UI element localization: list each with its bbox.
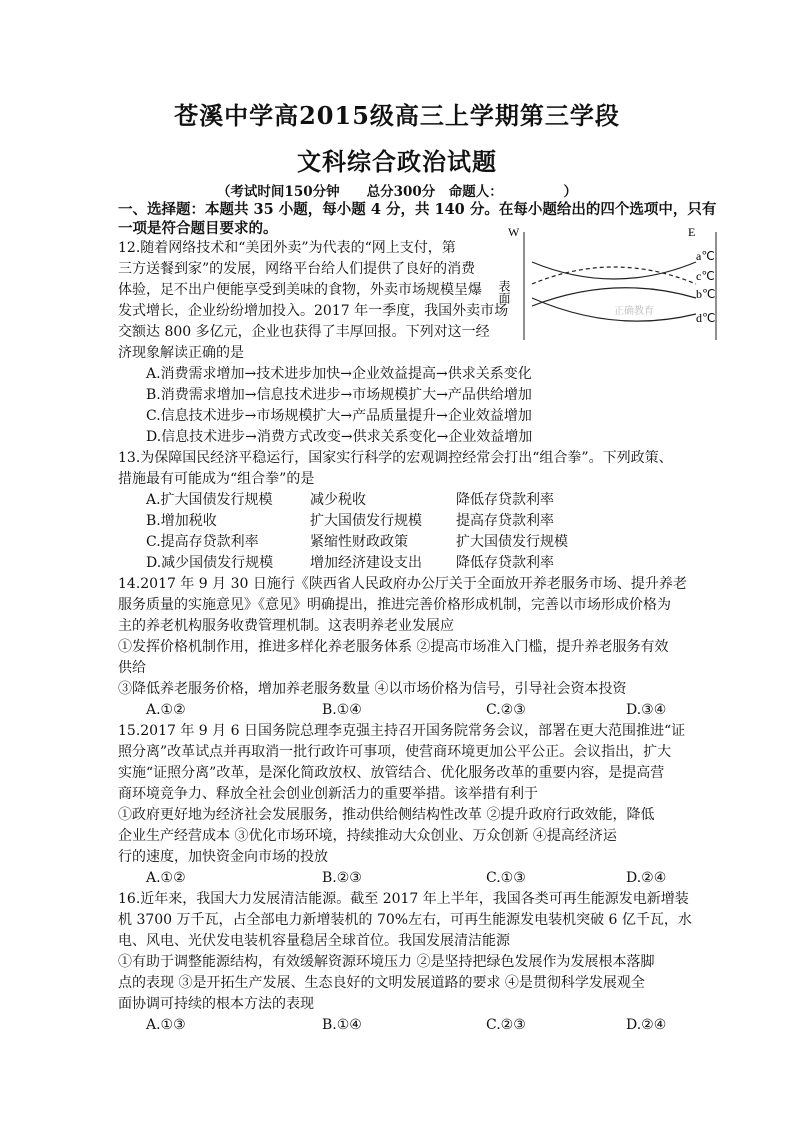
q16-choice-b: B.①④: [322, 1017, 362, 1033]
curve-c: [532, 267, 696, 284]
q12-option-c: C.信息技术进步→市场规模扩大→产品质量提升→企业效益增加: [146, 408, 532, 424]
label-b: b℃: [696, 287, 716, 301]
section-heading-cont: 一项是符合题目要求的。: [118, 220, 278, 237]
q16-line: 16.近年来，我国大力发展清洁能源。截至 2017 年上半年，我国各类可再生能源发电新增装: [118, 891, 689, 907]
west-label: W: [508, 225, 520, 239]
q13-option-b: B.增加税收: [146, 513, 217, 529]
q15-choice-a: A.①②: [146, 870, 186, 886]
q14-choice-b: B.①④: [322, 702, 362, 718]
q15-choice-c: C.①③: [486, 870, 526, 886]
q12-line: 济现象解读正确的是: [118, 345, 244, 361]
q16-line: 电、风电、光伏发电装机容量稳居全球首位。我国发展清洁能源: [118, 933, 510, 949]
q13-option-b-cell: 扩大国债发行规模: [310, 513, 422, 529]
curve-a: [532, 262, 696, 279]
q16-statement: 点的表现 ③是开拓生产发展、生态良好的文明发展道路的要求 ④是贯彻科学发展观全: [118, 975, 645, 991]
q16-choice-c: C.②③: [486, 1017, 526, 1033]
q15-line: 15.2017 年 9 月 6 日国务院总理李克强主持召开国务院常务会议，部署在更大范围推进“证: [118, 723, 686, 739]
q13-option-a-cell: 降低存贷款利率: [456, 492, 554, 508]
q16-statement: 面协调可持续的根本方法的表现: [118, 996, 314, 1012]
isotherm-diagram: [497, 222, 724, 344]
q14-choice-c: C.②③: [486, 702, 526, 718]
q12-option-d: D.信息技术进步→消费方式改变→供求关系变化→企业效益增加: [146, 429, 533, 445]
q14-line: 主的养老机构服务收费管理机制。这表明养老业发展应: [118, 618, 454, 634]
q14-statement: 供给: [118, 660, 146, 676]
q13-option-d-cell: 增加经济建设支出: [310, 555, 422, 571]
q13-option-a-cell: 减少税收: [310, 492, 366, 508]
east-label: E: [688, 225, 696, 239]
q14-choice-d: D.③④: [626, 702, 667, 718]
q15-statement: 行的速度，加快资金向市场的投放: [118, 849, 328, 865]
q12-line: 发式增长，企业纷纷增加投入。2017 年一季度，我国外卖市场: [118, 303, 509, 319]
q16-choice-a: A.①③: [146, 1017, 186, 1033]
q13-line: 13.为保障国民经济平稳运行，国家实行科学的宏观调控经常会打出“组合拳”。下列政策、: [118, 450, 673, 466]
q13-option-c-cell: 紧缩性财政政策: [310, 534, 408, 550]
q15-choice-d: D.②④: [626, 870, 667, 886]
q14-line: 服务质量的实施意见》《意见》明确提出，推进完善价格形成机制，完善以市场形成价格为: [118, 597, 671, 613]
label-d: d℃: [696, 311, 716, 325]
label-c: c℃: [696, 269, 715, 283]
q12-line: 交额达 800 多亿元，企业也获得了丰厚回报。下列对这一经: [118, 324, 490, 340]
q15-line: 照分离”改革试点并再取消一批行政许可事项，使营商环境更加公平公正。会议指出，扩大: [118, 744, 672, 760]
q12-option-a: A.消费需求增加→技术进步加快→企业效益提高→供求关系变化: [146, 366, 532, 382]
q15-statement: ①政府更好地为经济社会发展服务，推动供给侧结构性改革 ②提升政府行政效能，降低: [118, 807, 655, 823]
q14-line: 14.2017 年 9 月 30 日施行《陕西省人民政府办公厅关于全面放开养老服务市场、提升养老: [118, 576, 687, 592]
q14-statement: ③降低养老服务价格，增加养老服务数量 ④以市场价格为信号，引导社会资本投资: [118, 681, 627, 697]
isotherm-figure: [497, 222, 724, 344]
curve-b: [532, 288, 696, 306]
q15-line: 商环境竞争力、释放全社会创业创新活力的重要举措。该举措有利于: [118, 786, 538, 802]
q15-line: 实施“证照分离”改革，是深化简政放权、放管结合、优化服务改革的重要内容，是提高营: [118, 765, 665, 781]
q12-line: 12.随着网络技术和“美团外卖”为代表的“网上支付，第: [118, 240, 456, 256]
q13-option-b-cell: 提高存贷款利率: [456, 513, 554, 529]
q16-choice-d: D.②④: [626, 1017, 667, 1033]
q13-line: 措施最有可能成为“组合拳”的是: [118, 471, 315, 487]
q14-choice-a: A.①②: [146, 702, 186, 718]
exam-title: 苍溪中学高2015级高三上学期第三学段: [174, 101, 620, 130]
axis-label: 表面: [497, 280, 511, 304]
q15-statement: 企业生产经营成本 ③优化市场环境，持续推动大众创业、万众创新 ④提高经济运: [118, 828, 617, 844]
q13-option-c: C.提高存贷款利率: [146, 534, 259, 550]
q13-option-c-cell: 扩大国债发行规模: [456, 534, 568, 550]
q12-line: 三方送餐到家”的发展，网络平台给人们提供了良好的消费: [118, 261, 476, 277]
q13-option-a: A.扩大国债发行规模: [146, 492, 273, 508]
q16-statement: ①有助于调整能源结构，有效缓解资源环境压力 ②是坚持把绿色发展作为发展根本落脚: [118, 954, 655, 970]
q12-line: 体验，足不出户便能享受到美味的食物，外卖市场规模呈爆: [118, 282, 482, 298]
q13-option-d-cell: 降低存贷款利率: [456, 555, 554, 571]
label-a: a℃: [696, 249, 715, 263]
watermark: 正确教育: [614, 306, 654, 317]
exam-meta: （考试时间150分钟 总分300分 命题人： ）: [216, 184, 578, 200]
q14-statement: ①发挥价格机制作用，推进多样化养老服务体系 ②提高市场准入门槛，提升养老服务有效: [118, 639, 669, 655]
q13-option-d: D.减少国债发行规模: [146, 555, 274, 571]
q16-line: 机 3700 万千瓦，占全部电力新增装机的 70%左右，可再生能源发电装机突破 6 亿千瓦，水: [118, 912, 692, 928]
exam-subtitle: 文科综合政治试题: [297, 147, 497, 176]
q12-option-b: B.消费需求增加→信息技术进步→市场规模扩大→产品供给增加: [146, 387, 532, 403]
section-heading: 一、选择题：本题共 35 小题，每小题 4 分，共 140 分。在每小题给出的四个选项中，只有: [118, 201, 717, 218]
q15-choice-b: B.②③: [322, 870, 362, 886]
